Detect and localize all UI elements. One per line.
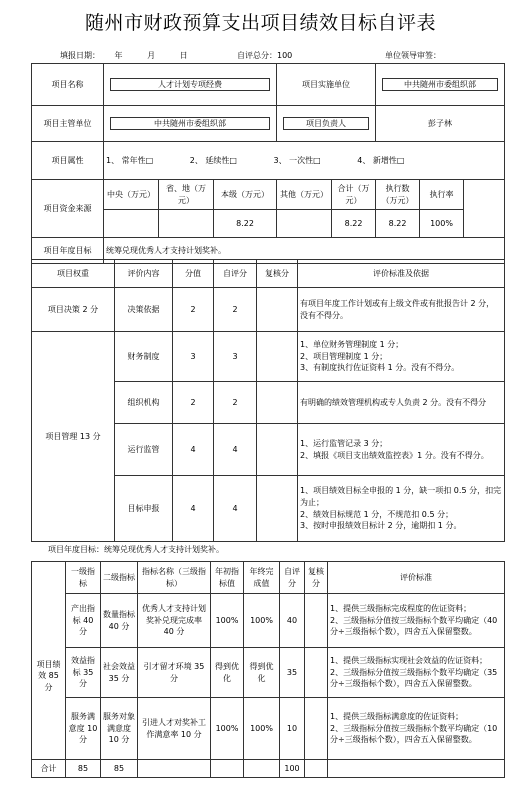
mgmt-row-criteria — [298, 424, 505, 476]
year-label: 年 — [114, 51, 123, 60]
self-total — [237, 50, 292, 61]
perf-header-criteria: 评价标准 — [328, 562, 505, 594]
page-title: 随州市财政预算支出项目绩效目标自评表 — [84, 12, 436, 34]
mgmt-header-criteria: 评价标准及依据 — [298, 260, 505, 288]
funds-value-other — [277, 210, 332, 238]
dept-label: 项目主管单位 — [32, 106, 104, 142]
mgmt-row-self: 2 — [214, 382, 257, 424]
criteria-line: 1、运行监管记录 3 分； — [300, 438, 388, 448]
mgmt-header-self: 自评分 — [214, 260, 257, 288]
project-name-label: 项目名称 — [32, 64, 104, 106]
owner-label: 项目负责人 — [283, 117, 369, 131]
impl-unit-cell — [376, 64, 505, 106]
perf-row-name: 优秀人才支持计划奖补兑现完成率 40 分 — [138, 594, 211, 648]
mgmt-row-score: 4 — [173, 476, 214, 542]
mgmt-row-criteria — [298, 382, 505, 424]
mgmt-row-review — [257, 424, 298, 476]
perf-header-l2: 二级指标 — [101, 562, 138, 594]
dept-value: 中共随州市委组织部 — [110, 117, 270, 131]
owner-label-cell — [277, 106, 376, 142]
perf-row-self: 40 — [280, 594, 305, 648]
funds-value-local: 8.22 — [214, 210, 277, 238]
criteria-line: 有明确的绩效管理机构或专人负责 2 分。没有不得分 — [300, 397, 487, 407]
attr-option-2: 2、 延续性□ — [189, 155, 237, 165]
leader-sign: 单位领导审签： — [385, 51, 441, 60]
mgmt-row-item: 财务制度 — [115, 332, 173, 382]
mgmt-row-review — [257, 476, 298, 542]
basic-info-table — [31, 63, 505, 264]
criteria-line: 3、按时申报绩效目标计 2 分，逾期扣 1 分。 — [300, 521, 462, 531]
attr-label: 项目属性 — [32, 142, 104, 180]
criteria-line: 有项目年度工作计划或有上级文件或有批报告计 2 分，没有不得分。 — [300, 298, 495, 320]
mgmt-row-review — [257, 288, 298, 332]
criteria-line: 2、三级指标分值按三级指标个数平均确定（10 分÷三级指标个数），四舍五入保留整数。 — [330, 723, 498, 745]
month-label: 月 — [147, 51, 156, 60]
perf-row-review — [305, 698, 328, 760]
perf-header-target: 年初指标值 — [211, 562, 244, 594]
funds-value-central — [104, 210, 159, 238]
funds-header-rate: 执行率 — [420, 180, 464, 210]
perf-row-actual: 100% — [244, 594, 280, 648]
mgmt-header-score: 分值 — [173, 260, 214, 288]
perf-row-self: 35 — [280, 648, 305, 698]
project-name-cell — [104, 64, 277, 106]
mgmt-row-self: 3 — [214, 332, 257, 382]
criteria-line: 1、提供三级指标实现社会效益的佐证资料； — [330, 656, 488, 666]
perf-row-actual: 100% — [244, 698, 280, 760]
fill-date — [60, 50, 188, 61]
total-l1: 85 — [66, 760, 101, 778]
impl-unit-label: 项目实施单位 — [277, 64, 376, 106]
funds-value-province — [159, 210, 214, 238]
perf-row-l2: 社会效益 35 分 — [101, 648, 138, 698]
perf-group-label: 项目绩效 85 分 — [32, 594, 66, 760]
criteria-line: 1、提供三级指标满意度的佐证资料； — [330, 712, 464, 722]
management-table — [31, 259, 505, 542]
perf-header-name: 指标名称（三级指标） — [138, 562, 211, 594]
funds-header-local: 本级（万元） — [214, 180, 277, 210]
mgmt-row-score: 3 — [173, 332, 214, 382]
criteria-line: 1、项目绩效目标全申报的 1 分，缺一项扣 0.5 分，扣完为止； — [300, 486, 502, 507]
mgmt-row-item: 目标申报 — [115, 476, 173, 542]
funds-label: 项目资金来源 — [32, 180, 104, 238]
mgmt-row-criteria — [298, 476, 505, 542]
funds-header-central: 中央（万元） — [104, 180, 159, 210]
criteria-line: 2、项目管理制度 1 分； — [300, 351, 388, 361]
attr-option-4: 4、 新增性□ — [357, 155, 405, 165]
mgmt-row-criteria — [298, 332, 505, 382]
perf-row-l2: 服务对象满意度 10 分 — [101, 698, 138, 760]
perf-row-name: 引进人才对奖补工作满意率 10 分 — [138, 698, 211, 760]
perf-header-actual: 年终完成值 — [244, 562, 280, 594]
perf-header-self: 自评分 — [280, 562, 305, 594]
perf-row-review — [305, 648, 328, 698]
perf-row-actual: 得到优化 — [244, 648, 280, 698]
mgmt-row-criteria — [298, 288, 505, 332]
criteria-line: 2、三级指标分值按三级指标个数平均确定（35 分÷三级指标个数），四舍五入保留整数。 — [330, 667, 498, 689]
mgmt-row-self: 4 — [214, 424, 257, 476]
performance-table — [31, 561, 505, 778]
fill-date-label: 填报日期： — [60, 51, 100, 60]
criteria-line: 1、提供三级指标完成程度的佐证资料； — [330, 604, 472, 614]
criteria-line: 2、三级指标分值按三级指标个数平均确定（40 分÷三级指标个数），四舍五入保留整数。 — [330, 615, 498, 637]
total-self: 100 — [280, 760, 305, 778]
mgmt-row-score: 2 — [173, 382, 214, 424]
mgmt-row-item: 组织机构 — [115, 382, 173, 424]
perf-row-target: 100% — [211, 698, 244, 760]
funds-value-executed: 8.22 — [376, 210, 420, 238]
funds-header-province: 省、地（万元） — [159, 180, 214, 210]
criteria-line: 1、单位财务管理制度 1 分； — [300, 340, 404, 350]
funds-header-other: 其他（万元） — [277, 180, 332, 210]
total-l2: 85 — [101, 760, 138, 778]
criteria-line: 2、填报《项目支出绩效监控表》1 分。没有不得分。 — [300, 450, 489, 460]
attr-option-1: 1、 常年性□ — [106, 155, 154, 165]
perf-row-l2: 数量指标 40 分 — [101, 594, 138, 648]
criteria-line: 2、绩效目标规范 1 分，不规范扣 0.5 分； — [300, 509, 454, 519]
perf-row-l1: 效益指标 35 分 — [66, 648, 101, 698]
impl-unit-value: 中共随州市委组织部 — [382, 78, 498, 92]
mgmt-row-score: 2 — [173, 288, 214, 332]
criteria-line: 3、有制度执行佐证资料 1 分。没有不得分。 — [300, 363, 460, 373]
self-total-value: 100 — [277, 51, 293, 60]
mgmt-row-score: 4 — [173, 424, 214, 476]
mgmt-row-review — [257, 382, 298, 424]
mgmt-row-self: 4 — [214, 476, 257, 542]
mgmt-header-content: 评价内容 — [115, 260, 173, 288]
perf-row-self: 10 — [280, 698, 305, 760]
funds-value-rate: 100% — [420, 210, 464, 238]
perf-header-review: 复核分 — [305, 562, 328, 594]
attr-options — [104, 142, 505, 180]
annual-goal-label: 项目年度目标 — [32, 238, 104, 264]
mgmt-row-item: 决策依据 — [115, 288, 173, 332]
funds-value-total: 8.22 — [332, 210, 376, 238]
perf-row-review — [305, 594, 328, 648]
mgmt-row-self: 2 — [214, 288, 257, 332]
perf-row-target: 100% — [211, 594, 244, 648]
perf-goal-line: 项目年度目标：统筹兑现优秀人才支持计划奖补。 — [48, 545, 224, 554]
owner-value: 彭子林 — [376, 106, 505, 142]
funds-header-executed: 执行数（万元） — [376, 180, 420, 210]
dept-cell — [104, 106, 277, 142]
funds-header-total: 合计（万元） — [332, 180, 376, 210]
mgmt-row-review — [257, 332, 298, 382]
manage-group-label: 项目管理 13 分 — [32, 332, 115, 542]
perf-row-l1: 产出指标 40 分 — [66, 594, 101, 648]
day-label: 日 — [179, 51, 188, 60]
perf-header-l1: 一级指标 — [66, 562, 101, 594]
perf-row-target: 得到优化 — [211, 648, 244, 698]
perf-row-name: 引才留才环境 35 分 — [138, 648, 211, 698]
perf-row-criteria — [328, 698, 505, 760]
self-total-label: 自评总分： — [237, 51, 277, 60]
mgmt-header-weight: 项目权重 — [32, 260, 115, 288]
decision-group-label: 项目决策 2 分 — [32, 288, 115, 332]
total-label: 合计 — [32, 760, 66, 778]
perf-row-criteria — [328, 648, 505, 698]
annual-goal-text: 统筹兑现优秀人才支持计划奖补。 — [104, 238, 505, 264]
perf-row-l1: 服务满意度 10 分 — [66, 698, 101, 760]
project-name-value: 人才计划专项经费 — [110, 78, 270, 92]
attr-option-3: 3、 一次性□ — [273, 155, 321, 165]
mgmt-header-review: 复核分 — [257, 260, 298, 288]
mgmt-row-item: 运行监管 — [115, 424, 173, 476]
perf-row-criteria — [328, 594, 505, 648]
